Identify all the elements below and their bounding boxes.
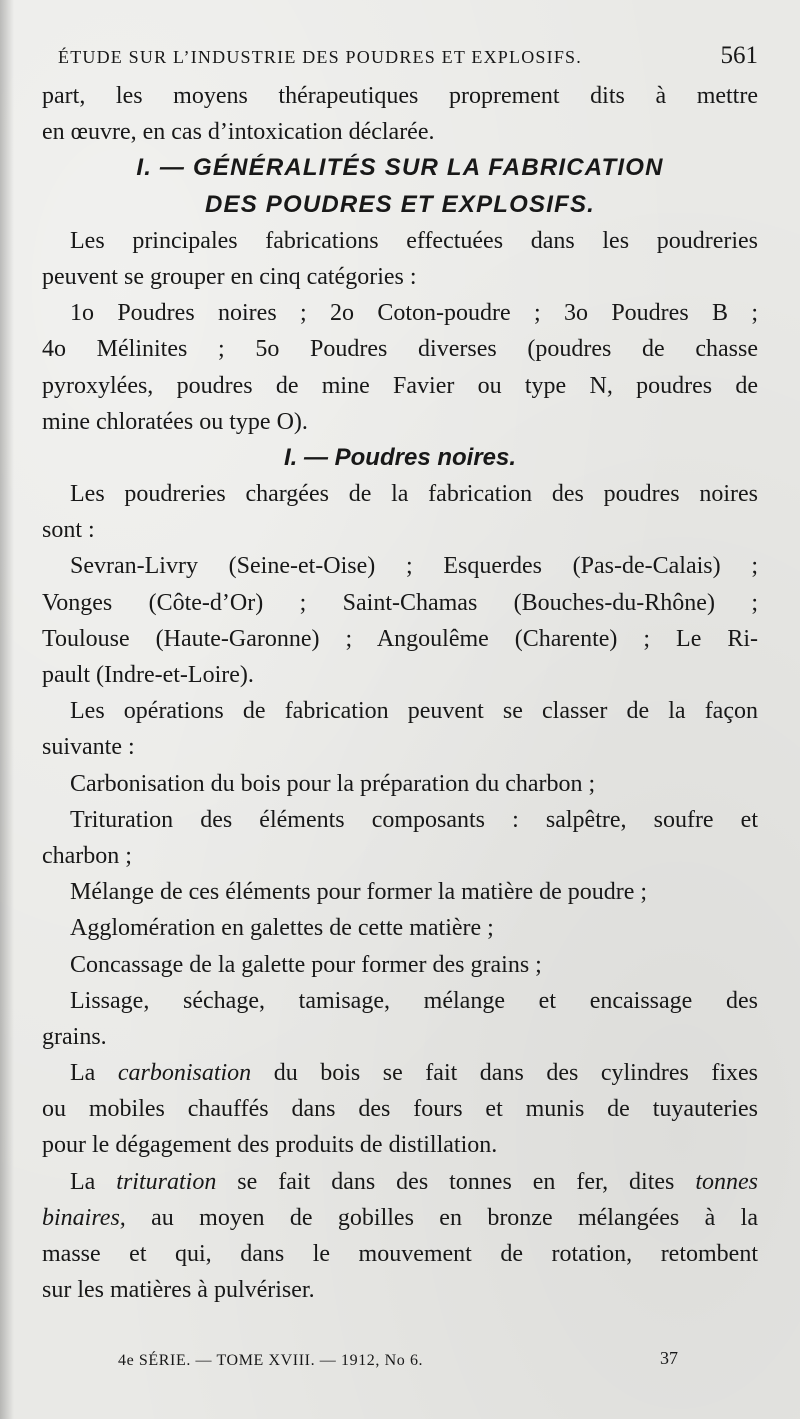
text-line: grains. <box>42 1023 107 1050</box>
text-line: Concassage de la galette pour former des grains ; <box>70 951 542 978</box>
emphasis-trituration: trituration <box>116 1168 217 1195</box>
body-text <box>42 78 758 1308</box>
issue-line: 4e SÉRIE. — TOME XVIII. — 1912, No 6. <box>118 1352 424 1369</box>
text-fragment: La <box>70 1168 117 1195</box>
page-footer <box>48 1346 768 1376</box>
signature-mark: 37 <box>660 1348 678 1368</box>
text-line: Agglomération en galettes de cette matière ; <box>70 915 494 942</box>
text-line: sont : <box>42 517 95 544</box>
text-line: sur les matières à pulvériser. <box>42 1277 315 1304</box>
text-line: Trituration des éléments composants : salpêtre, soufre et <box>70 806 758 833</box>
page-number: 561 <box>720 42 758 69</box>
emphasis-carbonisation: carbonisation <box>117 1060 252 1087</box>
text-line: suivante : <box>42 734 135 761</box>
text-fragment: La <box>70 1060 118 1087</box>
text-line: Sevran-Livry (Seine-et-Oise) ; Esquerdes (Pas-de-Calais) ; <box>70 553 758 580</box>
text-line: Toulouse (Haute-Garonne) ; Angoulême (Charente) ; Le Ri- <box>42 625 758 652</box>
text-line-carbonisation <box>42 1055 758 1091</box>
text-line: Carbonisation du bois pour la préparation du charbon ; <box>70 770 596 797</box>
text-line: part, les moyens thérapeutiques proprement dits à mettre <box>42 83 758 109</box>
text-line: pault (Indre-et-Loire). <box>42 662 254 688</box>
text-line: pyroxylées, poudres de mine Favier ou type N, poudres de <box>42 372 758 399</box>
binding-shadow <box>0 0 14 1419</box>
text-line: ou mobiles chauffés dans des fours et munis de tuyauteries <box>42 1096 758 1123</box>
text-line: Vonges (Côte-d’Or) ; Saint-Chamas (Bouches-du-Rhône) ; <box>42 589 758 616</box>
text-line: peuvent se grouper en cinq catégories : <box>42 263 417 290</box>
text-line: 1o Poudres noires ; 2o Coton-poudre ; 3o Poudres B ; <box>70 300 758 327</box>
section-heading: I. — GÉNÉRALITÉS SUR LA FABRICATION <box>136 154 664 182</box>
text-fragment: au moyen de gobilles en bronze mélangées à la <box>125 1204 758 1231</box>
text-line: mine chloratées ou type O). <box>42 408 308 435</box>
text-line: pour le dégagement des produits de distillation. <box>42 1132 498 1159</box>
text-line: Lissage, séchage, tamisage, mélange et encaissage des <box>70 987 758 1014</box>
text-line-trituration <box>42 1164 758 1200</box>
text-fragment: du bois se fait dans des cylindres fixes <box>251 1060 758 1087</box>
running-head <box>48 40 768 74</box>
text-line: Les principales fabrications effectuées dans les poudreries <box>70 227 758 254</box>
subsection-heading: I. — Poudres noires. <box>283 443 517 471</box>
text-line: charbon ; <box>42 842 132 869</box>
text-line: masse et qui, dans le mouvement de rotation, retombent <box>42 1241 758 1267</box>
text-line: Les poudreries chargées de la fabrication des poudres noires <box>70 481 758 508</box>
text-line: Les opérations de fabrication peuvent se classer de la façon <box>70 698 758 725</box>
text-fragment: se fait dans des tonnes en fer, dites <box>216 1168 696 1195</box>
running-head-title: ÉTUDE SUR L’INDUSTRIE DES POUDRES ET EXPLOSIFS. <box>58 47 582 67</box>
text-line: en œuvre, en cas d’intoxication déclarée. <box>42 119 435 146</box>
text-line-binaires <box>42 1200 758 1236</box>
emphasis-binaires: binaires, <box>42 1204 126 1231</box>
text-line: 4o Mélinites ; 5o Poudres diverses (poudres de chasse <box>42 336 758 363</box>
text-line: Mélange de ces éléments pour former la matière de poudre ; <box>70 879 648 906</box>
section-heading: DES POUDRES ET EXPLOSIFS. <box>204 190 596 218</box>
emphasis-tonnes: tonnes <box>695 1168 758 1195</box>
